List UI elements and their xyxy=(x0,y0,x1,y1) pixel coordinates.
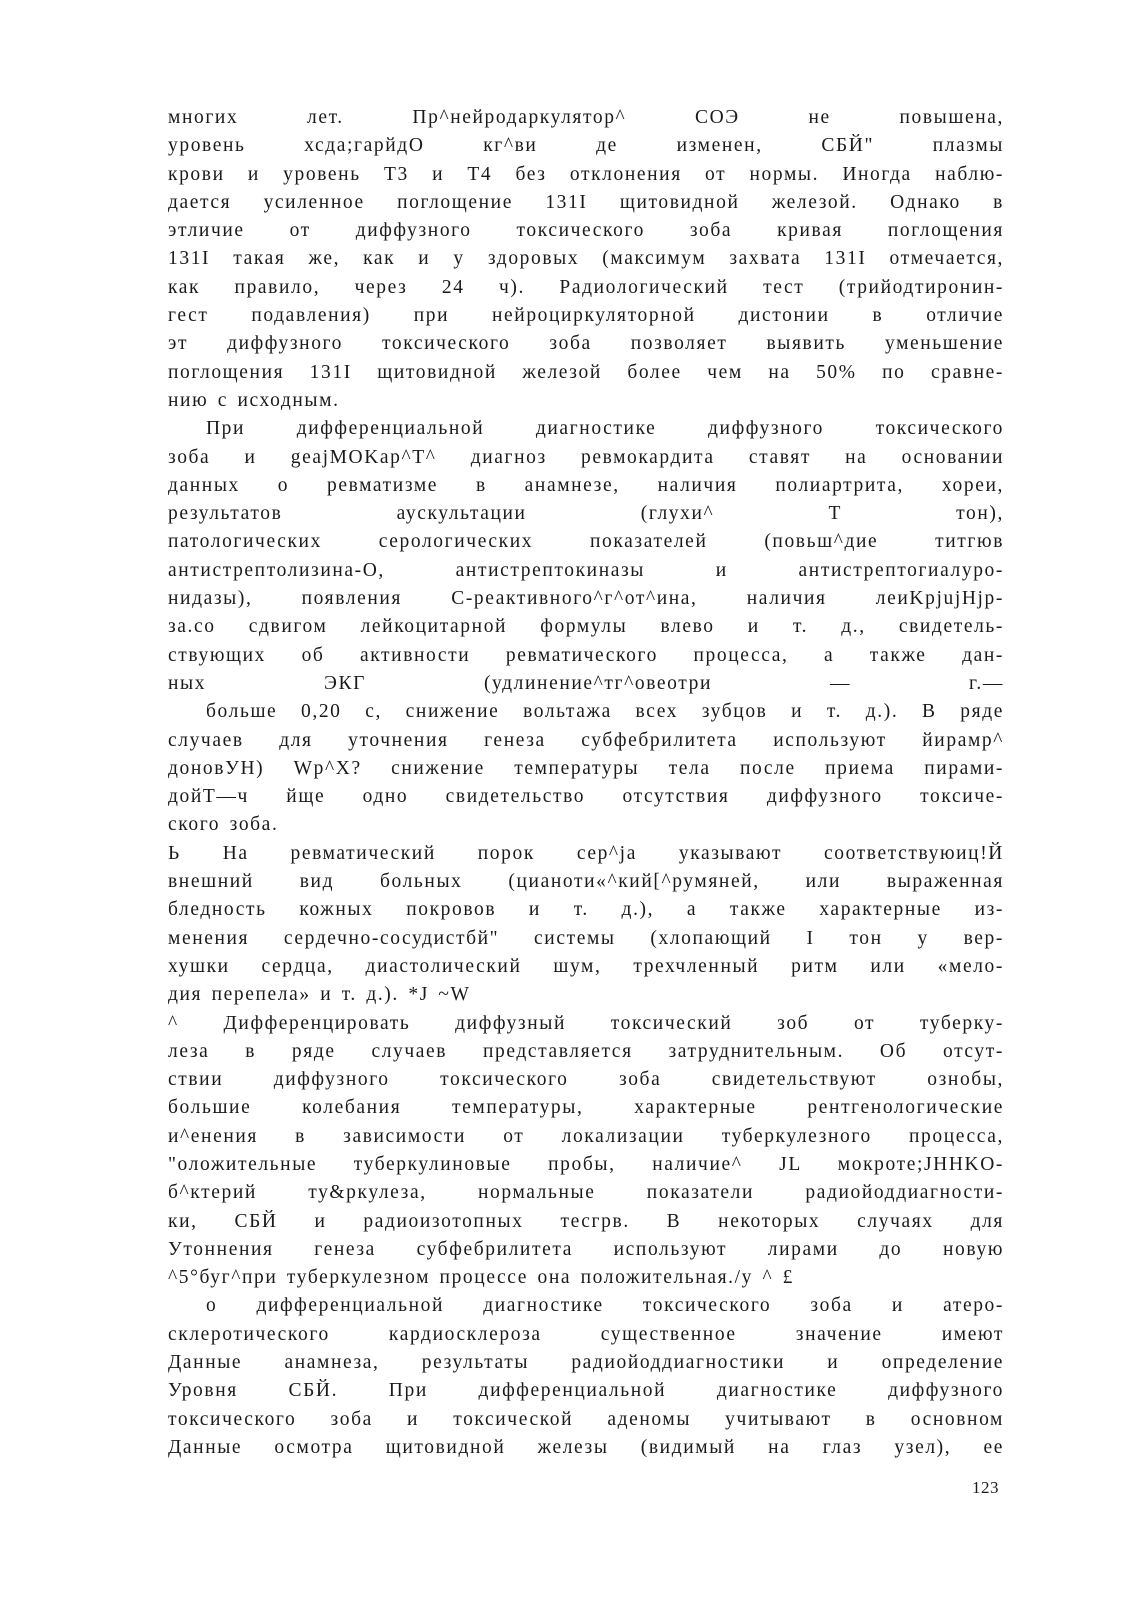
text-line: дойТ—ч йще одно свидетельство отсутствия диффузного токсиче- xyxy=(168,786,1004,808)
text-line: При дифференциальной диагностике диффузного токсического xyxy=(206,418,1004,440)
text-line: дия перепела» и т. д.). *J ~W xyxy=(168,984,471,1006)
text-line: ^ Дифференцировать диффузный токсический зоб от туберку- xyxy=(168,1012,1004,1034)
text-line: результатов аускультации (глухи^ Т тон), xyxy=(168,503,1004,525)
text-line: Уровня СБЙ. При дифференциальной диагностике диффузного xyxy=(168,1380,1004,1402)
text-line: и^енения в зависимости от локализации туберкулезного процесса, xyxy=(168,1125,1004,1147)
text-line: токсического зоба и токсической аденомы учитывают в основном xyxy=(168,1408,1004,1430)
text-line: ского зоба. xyxy=(168,814,279,836)
text-line: нию с исходным. xyxy=(168,389,340,411)
text-line: Утоннения генеза субфебрилитета используют лирами до новую xyxy=(168,1238,1004,1260)
text-line: склеротического кардиосклероза существенное значение имеют xyxy=(168,1323,1004,1345)
text-line: поглощения 131I щитовидной железой более чем на 50% по сравне- xyxy=(168,361,1004,383)
text-line: Данные осмотра щитовидной железы (видимый на глаз узел), ее xyxy=(168,1436,1004,1458)
text-line: гест подавления) при нейроциркуляторной дистонии в отличие xyxy=(168,305,1004,327)
text-line: бледность кожных покровов и т. д.), а также характерные из- xyxy=(168,899,1004,921)
text-line: менения сердечно-сосудистбй" системы (хлопающий I тон у вер- xyxy=(168,927,1004,949)
text-line: внешний вид больных (цианоти«^кий[^румяней, или выраженная xyxy=(168,871,1004,893)
text-line: б^ктерий ту&ркулеза, нормальные показатели радиойоддиагности- xyxy=(168,1182,1004,1204)
body-text xyxy=(168,104,1004,1462)
text-line: леза в ряде случаев представляется затруднительным. Об отсут- xyxy=(168,1040,1004,1062)
text-line: хушки сердца, диастолический шум, трехчленный ритм или «мело- xyxy=(168,955,1004,977)
text-line: большие колебания температуры, характерные рентгенологические xyxy=(168,1097,1004,1119)
text-line: эт диффузного токсического зоба позволяет выявить уменьшение xyxy=(168,333,1004,355)
text-line: ствии диффузного токсического зоба свидетельствуют ознобы, xyxy=(168,1069,1004,1091)
text-line: этличие от диффузного токсического зоба кривая поглощения xyxy=(168,220,1004,242)
text-line: антистрептолизина-О, антистрептокиназы и антистрептогиалуро- xyxy=(168,559,1004,581)
text-line: случаев для уточнения генеза субфебрилитета используют йирамр^ xyxy=(168,729,1004,751)
text-line: дается усиленное поглощение 131I щитовидной железой. Однако в xyxy=(168,191,1004,213)
text-line: "оложительные туберкулиновые пробы, наличие^ JL мокроте;JHHKO- xyxy=(168,1153,1004,1175)
text-line: Данные анамнеза, результаты радиойоддиагностики и определение xyxy=(168,1352,1004,1374)
text-line: патологических серологических показателей (повьш^дие титгюв xyxy=(168,531,1004,553)
text-line: ствующих об активности ревматического процесса, а также дан- xyxy=(168,644,1004,666)
text-line: за.со сдвигом лейкоцитарной формулы влево и т. д., свидетель- xyxy=(168,616,1004,638)
text-line: ки, СБЙ и радиоизотопных тесгрв. В некоторых случаях для xyxy=(168,1210,1004,1232)
text-line: как правило, через 24 ч). Радиологический тест (трийодтиронин- xyxy=(168,276,1004,298)
text-line: данных о ревматизме в анамнезе, наличия полиартрита, хореи, xyxy=(168,474,1004,496)
text-line: доновУН) Wp^X? снижение температуры тела после приема пирами- xyxy=(168,757,1004,779)
page-number: 123 xyxy=(972,1478,999,1497)
text-line: ных ЭКГ (удлинение^тг^овеотри — г.— xyxy=(168,672,1004,694)
text-line: больше 0,20 с, снижение вольтажа всех зубцов и т. д.). В ряде xyxy=(206,701,1004,723)
text-line: ^5°буг^при туберкулезном процессе она положительная./у ^ £ xyxy=(168,1267,795,1289)
text-line: нидазы), появления С-реактивного^г^от^ина, наличия леиKpjujHjp- xyxy=(168,588,1004,610)
text-line: 131I такая же, как и у здоровых (максимум захвата 131I отмечается, xyxy=(168,248,1004,270)
text-line: крови и уровень Т3 и Т4 без отклонения от нормы. Иногда наблю- xyxy=(168,163,1004,185)
text-line: Ь На ревматический порок сер^ja указывают соответствуюиц!Й xyxy=(168,842,1004,864)
text-line: зоба и geajMOKap^T^ диагноз ревмокардита ставят на основании xyxy=(168,446,1004,468)
text-line: многих лет. Пр^нейродаркулятор^ СОЭ не повышена, xyxy=(168,107,1004,128)
text-line: о дифференциальной диагностике токсического зоба и атеро- xyxy=(206,1295,1004,1317)
text-line: уровень хсда;гарйдО кг^ви де изменен, СБЙ" плазмы xyxy=(168,135,1004,157)
